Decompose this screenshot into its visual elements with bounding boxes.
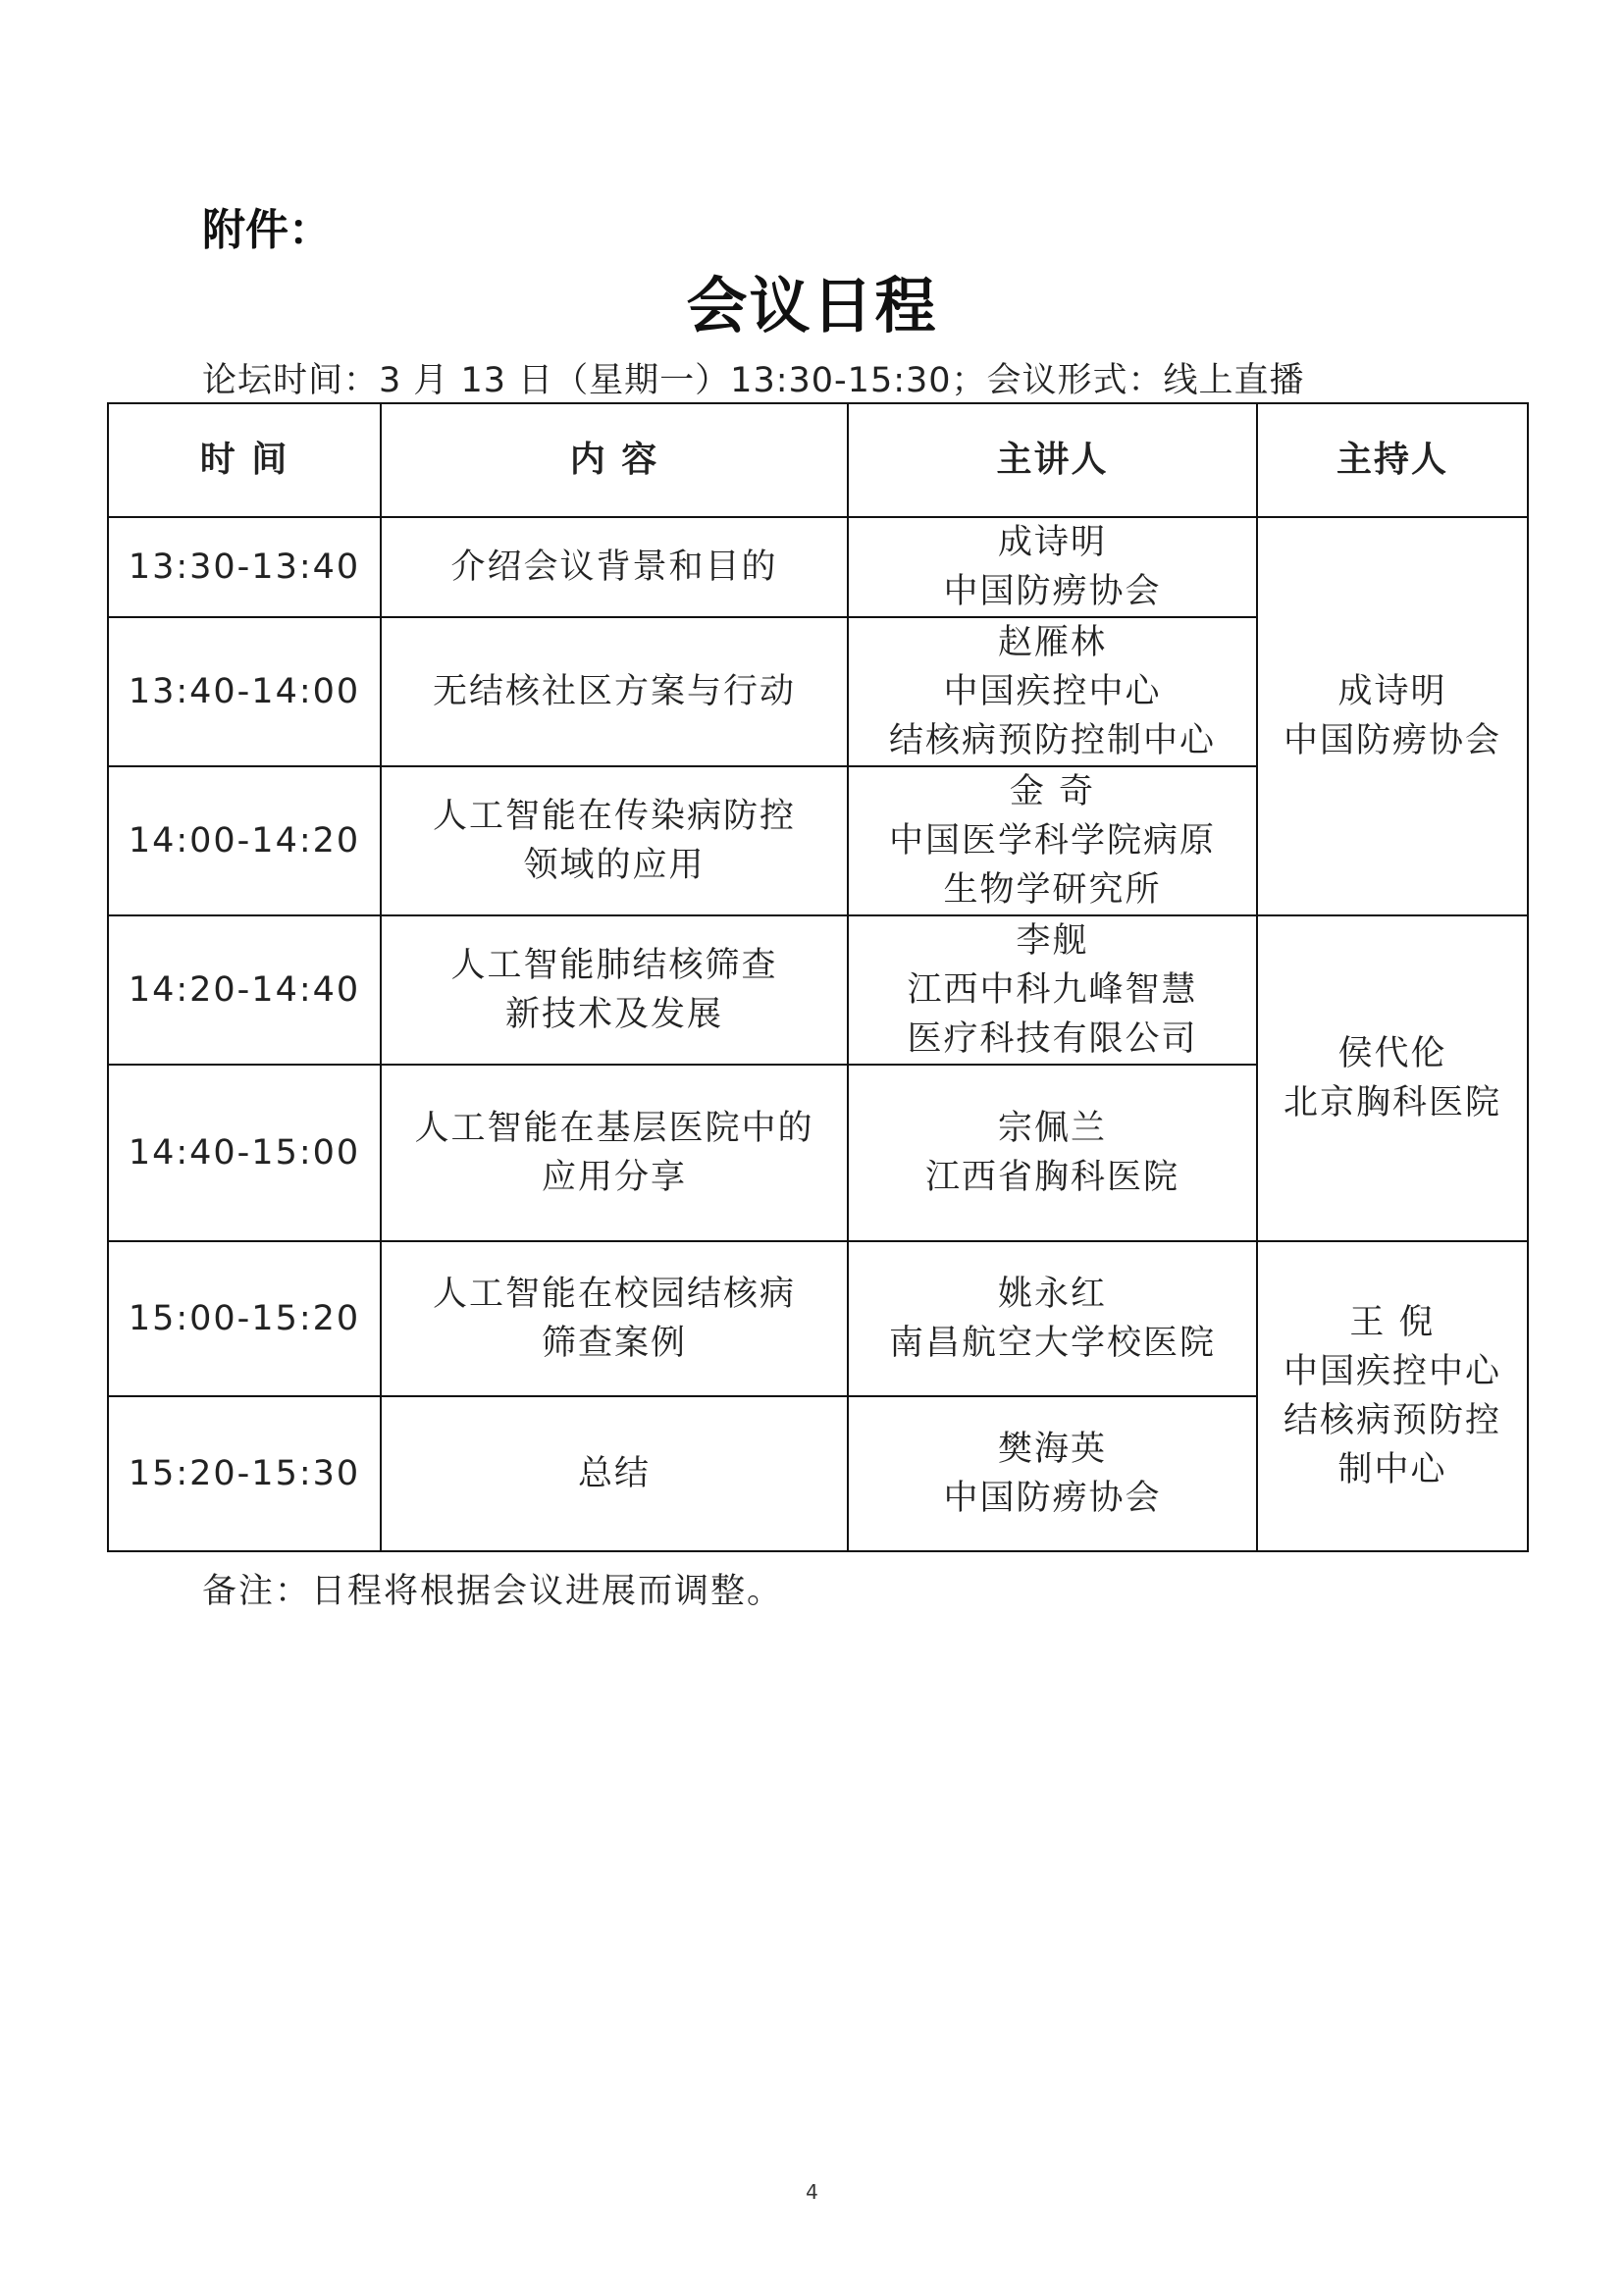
table-row (108, 1241, 1528, 1396)
content-cell: 人工智能在传染病防控 领域的应用 (381, 766, 848, 915)
content-cell: 人工智能在基层医院中的 应用分享 (381, 1065, 848, 1241)
time-cell: 14:40-15:00 (108, 1065, 381, 1241)
schedule-note: 备注：日程将根据会议进展而调整。 (202, 1572, 784, 1611)
page-number: 4 (806, 2180, 818, 2204)
speaker-cell: 李舰 江西中科九峰智慧 医疗科技有限公司 (848, 915, 1257, 1065)
speaker-cell: 樊海英 中国防痨协会 (848, 1396, 1257, 1551)
speaker-cell: 成诗明 中国防痨协会 (848, 517, 1257, 617)
speaker-cell: 金 奇 中国医学科学院病原 生物学研究所 (848, 766, 1257, 915)
speaker-cell: 赵雁林 中国疾控中心 结核病预防控制中心 (848, 617, 1257, 766)
page-title: 会议日程 (686, 270, 938, 341)
content-cell: 无结核社区方案与行动 (381, 617, 848, 766)
time-cell: 13:40-14:00 (108, 617, 381, 766)
table-row (108, 517, 1528, 617)
time-cell: 13:30-13:40 (108, 517, 381, 617)
host-cell: 侯代伦 北京胸科医院 (1257, 915, 1528, 1241)
header-host: 主持人 (1257, 403, 1528, 517)
forum-info: 论坛时间：3 月 13 日（星期一）13:30-15:30；会议形式：线上直播 (202, 361, 1305, 400)
annex-label: 附件： (202, 205, 332, 255)
time-cell: 14:00-14:20 (108, 766, 381, 915)
table-header-row (108, 403, 1528, 517)
table-row (108, 915, 1528, 1065)
content-cell: 总结 (381, 1396, 848, 1551)
content-cell: 人工智能肺结核筛查 新技术及发展 (381, 915, 848, 1065)
time-cell: 15:20-15:30 (108, 1396, 381, 1551)
schedule-table (107, 402, 1529, 1552)
content-cell: 人工智能在校园结核病 筛查案例 (381, 1241, 848, 1396)
time-cell: 15:00-15:20 (108, 1241, 381, 1396)
header-time: 时 间 (108, 403, 381, 517)
speaker-cell: 姚永红 南昌航空大学校医院 (848, 1241, 1257, 1396)
header-content: 内 容 (381, 403, 848, 517)
header-speaker: 主讲人 (848, 403, 1257, 517)
host-cell: 王 倪 中国疾控中心 结核病预防控 制中心 (1257, 1241, 1528, 1551)
time-cell: 14:20-14:40 (108, 915, 381, 1065)
host-cell: 成诗明 中国防痨协会 (1257, 517, 1528, 915)
speaker-cell: 宗佩兰 江西省胸科医院 (848, 1065, 1257, 1241)
content-cell: 介绍会议背景和目的 (381, 517, 848, 617)
